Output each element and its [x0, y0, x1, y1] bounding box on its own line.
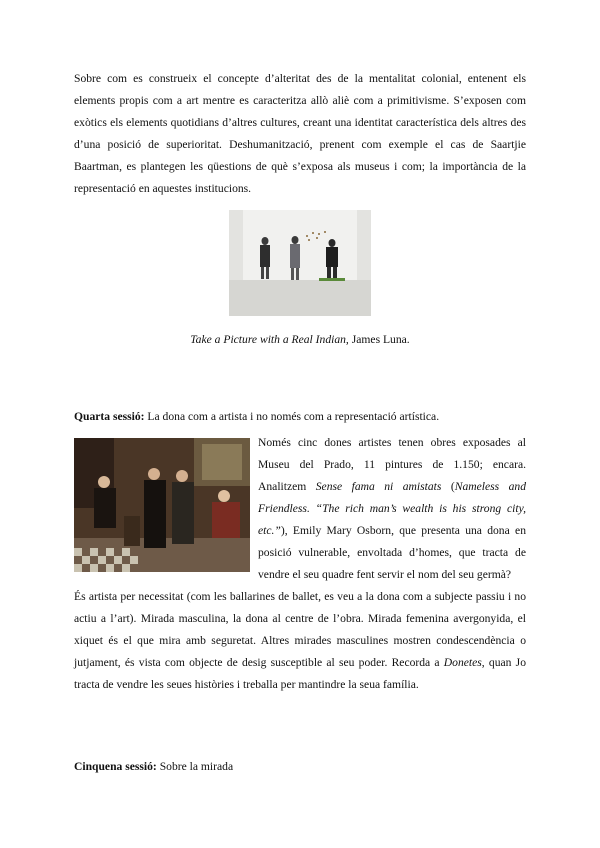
side-text-a: Només cinc dones artistes tenen obres exposades al Museu del Prado, 11 pintures de 1.150; encara. Analitzem: [258, 436, 526, 493]
side-title: Sense fama ni amistats: [315, 480, 442, 493]
session5-title: Sobre la mirada: [156, 760, 234, 773]
session4-title: La dona com a artista i no només com a representació artística.: [144, 410, 440, 423]
intro-paragraph: Sobre com es construeix el concepte d’alteritat des de la mentalitat colonial, entenent els elements propis com a art mentre es caracteritza allò aliè com a primitivisme. S’exposen com exòtics els elements quotidians d’altres cultures, creant una identitat característica dels altres des d’una posició de superioritat. Deshumanització, prenent com exemple el cas de Saartjie Baartman, es plantegen les qüestions de què s’exposa als museus i com; la importància de la representació en aquestes institucions.: [74, 72, 526, 195]
side-text-b: (: [441, 480, 455, 493]
photo-take-a-picture: [229, 210, 371, 316]
photo-nameless-and-friendless: [74, 438, 250, 572]
session4-row: [74, 432, 526, 586]
caption-author: James Luna.: [348, 333, 410, 346]
side-title-en: Nameless and Friendless. “The rich man’s wealth is his strong city, etc.”: [258, 480, 527, 537]
session4-paragraph: [74, 586, 526, 696]
document-page: [74, 68, 526, 778]
caption-title: Take a Picture with a Real Indian,: [190, 333, 349, 346]
session4-side-text: [258, 432, 526, 586]
side-text-c: ), Emily Mary Osborn, que presenta una dona en posició vulnerable, envoltada d’homes, que tracta de vendre el seu quadre fent servir el nom del seu germà?: [258, 524, 526, 581]
figure-luna: [74, 210, 526, 351]
session4-heading: [74, 406, 526, 428]
para-text-b: , quan Jo tracta de vendre les seues històries i treballa per mantindre la seua família.: [74, 656, 526, 691]
para-title: Donetes: [443, 656, 482, 669]
para-text-a: És artista per necessitat (com les ballarines de ballet, es veu a la dona com a subjecte passiu i no actiu a l’art). Mirada masculina, la dona al centre de l’obra. Mirada femenina avergonyida, el xiquet és el que mira amb seguretat. Altres mirades masculines mostren condescendència o jutjament, és vista com objecte de desig susceptible al seu poder. Recorda a: [74, 590, 526, 669]
figure-caption: [74, 329, 526, 351]
session5-heading: [74, 756, 526, 778]
session5-label: Cinquena sessió:: [74, 760, 157, 773]
session4-label: Quarta sessió:: [74, 410, 145, 423]
